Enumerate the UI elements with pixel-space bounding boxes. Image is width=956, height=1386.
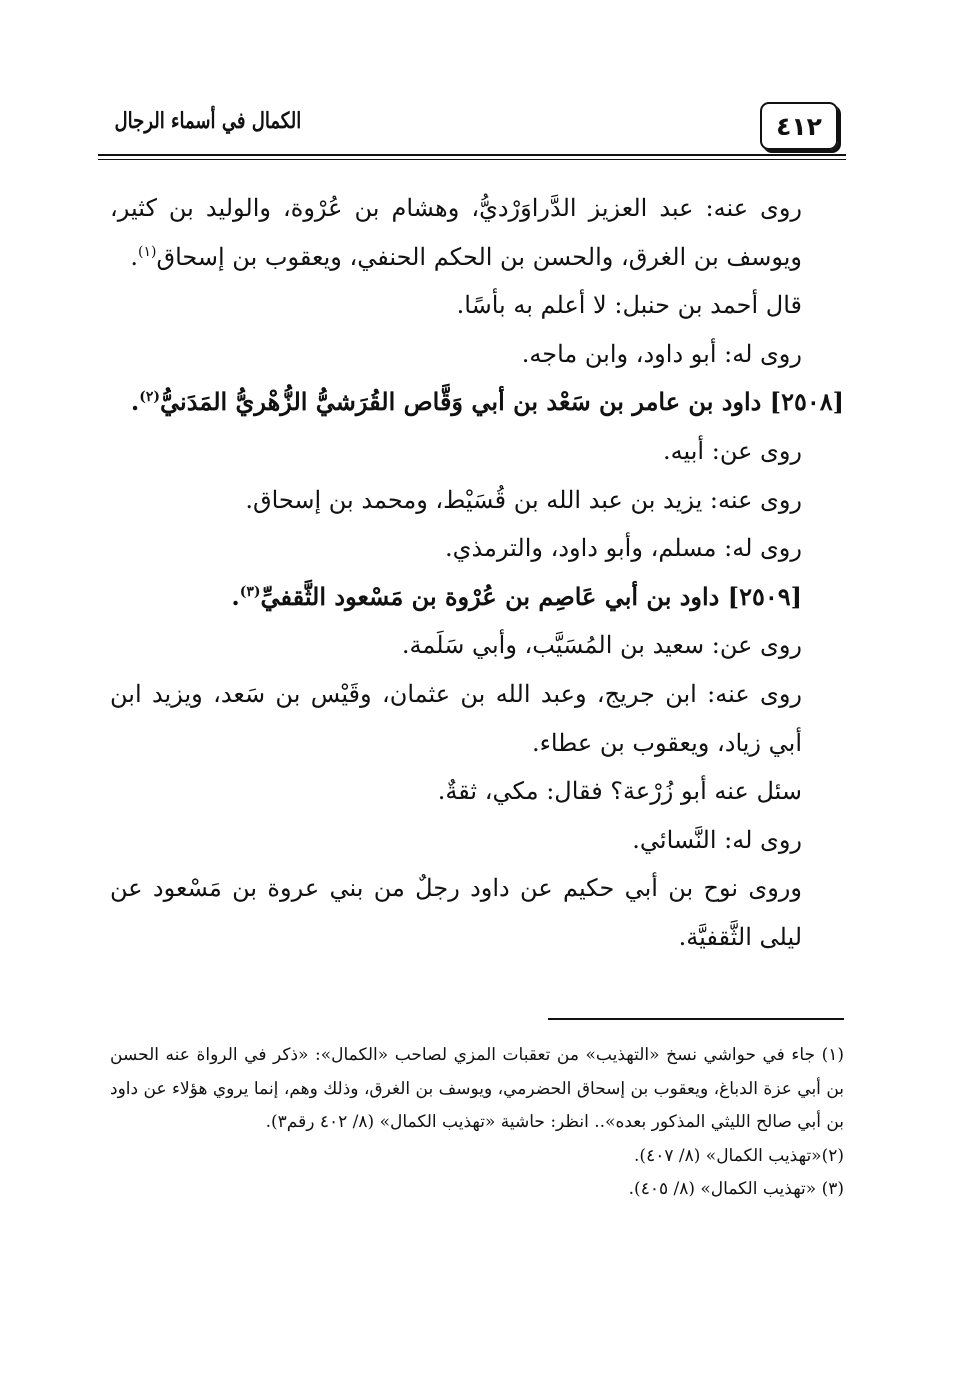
entry-heading-end: .	[130, 387, 140, 417]
paragraph-abu-zura: سئل عنه أبو زُرْعة؟ فقال: مكي، ثقةٌ.	[437, 777, 802, 806]
running-title	[104, 94, 312, 148]
footnote-3: (٣) «تهذيب الكمال» (٨/ ٤٠٥).	[628, 1179, 844, 1199]
header-rule-thin	[98, 159, 846, 160]
paragraph-narrators-from	[110, 184, 844, 281]
footnote-ref-1: (١)	[138, 243, 157, 260]
paragraph-nasai: روى له: النَّسائي.	[632, 825, 802, 854]
entry-heading-end: .	[231, 581, 240, 611]
paragraph-narrated-from-father: روى عن: أبيه.	[663, 436, 802, 465]
paragraph-nuh: وروى نوح بن أبي حكيم عن داود رجلٌ من بني عروة بن مَسْعود عن ليلى الثَّقفيَّة.	[110, 874, 802, 951]
footnotes	[110, 1039, 844, 1207]
page-number: ٤١٢	[760, 102, 838, 150]
paragraph-end: .	[130, 242, 138, 271]
page-header	[98, 86, 846, 160]
main-text	[110, 184, 844, 962]
paragraph-ahmad: قال أحمد بن حنبل: لا أعلم به بأسًا.	[456, 291, 802, 320]
paragraph-narrated-by-2: روى له: مسلم، وأبو داود، والترمذي.	[445, 534, 802, 563]
footnote-1: (١) جاء في حواشي نسخ «التهذيب» من تعقبات المزي لصاحب «الكمال»: «ذكر في الرواة عنه الحسن بن أبي عزة الدباغ، ويعقوب بن إسحاق الحضرمي، ويوسف بن الغرق، وذلك وهم، إنما يروي هؤلاء عن داود بن أبي صالح الليثي المذكور بعده».. انظر: حاشية «تهذيب الكمال» (٨/ ٤٠٢ رقم٣).	[110, 1045, 844, 1132]
footnote-ref-3: (٣)	[239, 583, 261, 600]
paragraph-text: روى عنه: عبد العزيز الدَّراوَرْديُّ، وهشام بن عُرْوة، والوليد بن كثير، ويوسف بن الغرق، والحسن بن الحكم الحنفي، ويعقوب بن إسحاق	[110, 194, 802, 271]
paragraph-narrated-from: روى عن: سعيد بن المُسَيَّب، وأبي سَلَمة.	[401, 631, 802, 660]
entry-heading-2509	[110, 573, 844, 622]
running-title-text: الكمال في أسماء الرجال	[114, 108, 302, 134]
paragraph-narrated-by-1: روى له: أبو داود، وابن ماجه.	[521, 339, 802, 368]
paragraph-narrators-from-3: روى عنه: ابن جريج، وعبد الله بن عثمان، وقَيْس بن سَعد، ويزيد ابن أبي زياد، ويعقوب بن عطاء.	[110, 679, 802, 757]
footnote-2: (٢)«تهذيب الكمال» (٨/ ٤٠٧).	[634, 1145, 844, 1166]
paragraph-narrators-from-2: روى عنه: يزيد بن عبد الله بن قُسَيْط، ومحمد بن إسحاق.	[245, 485, 802, 514]
footnote-ref-2: (٢)	[139, 389, 161, 406]
footnote-divider	[548, 1018, 844, 1020]
entry-heading-2508	[110, 378, 844, 427]
entry-heading-text: [٢٥٠٨] داود بن عامر بن سَعْد بن أبي وَقَّاص القُرَشيُّ الزُّهْريُّ المَدَنيُّ	[160, 387, 844, 417]
entry-heading-text: [٢٥٠٩] داود بن أبي عَاصِم بن عُرْوة بن مَسْعود الثَّقفيِّ	[260, 581, 802, 611]
header-rule	[98, 154, 846, 156]
